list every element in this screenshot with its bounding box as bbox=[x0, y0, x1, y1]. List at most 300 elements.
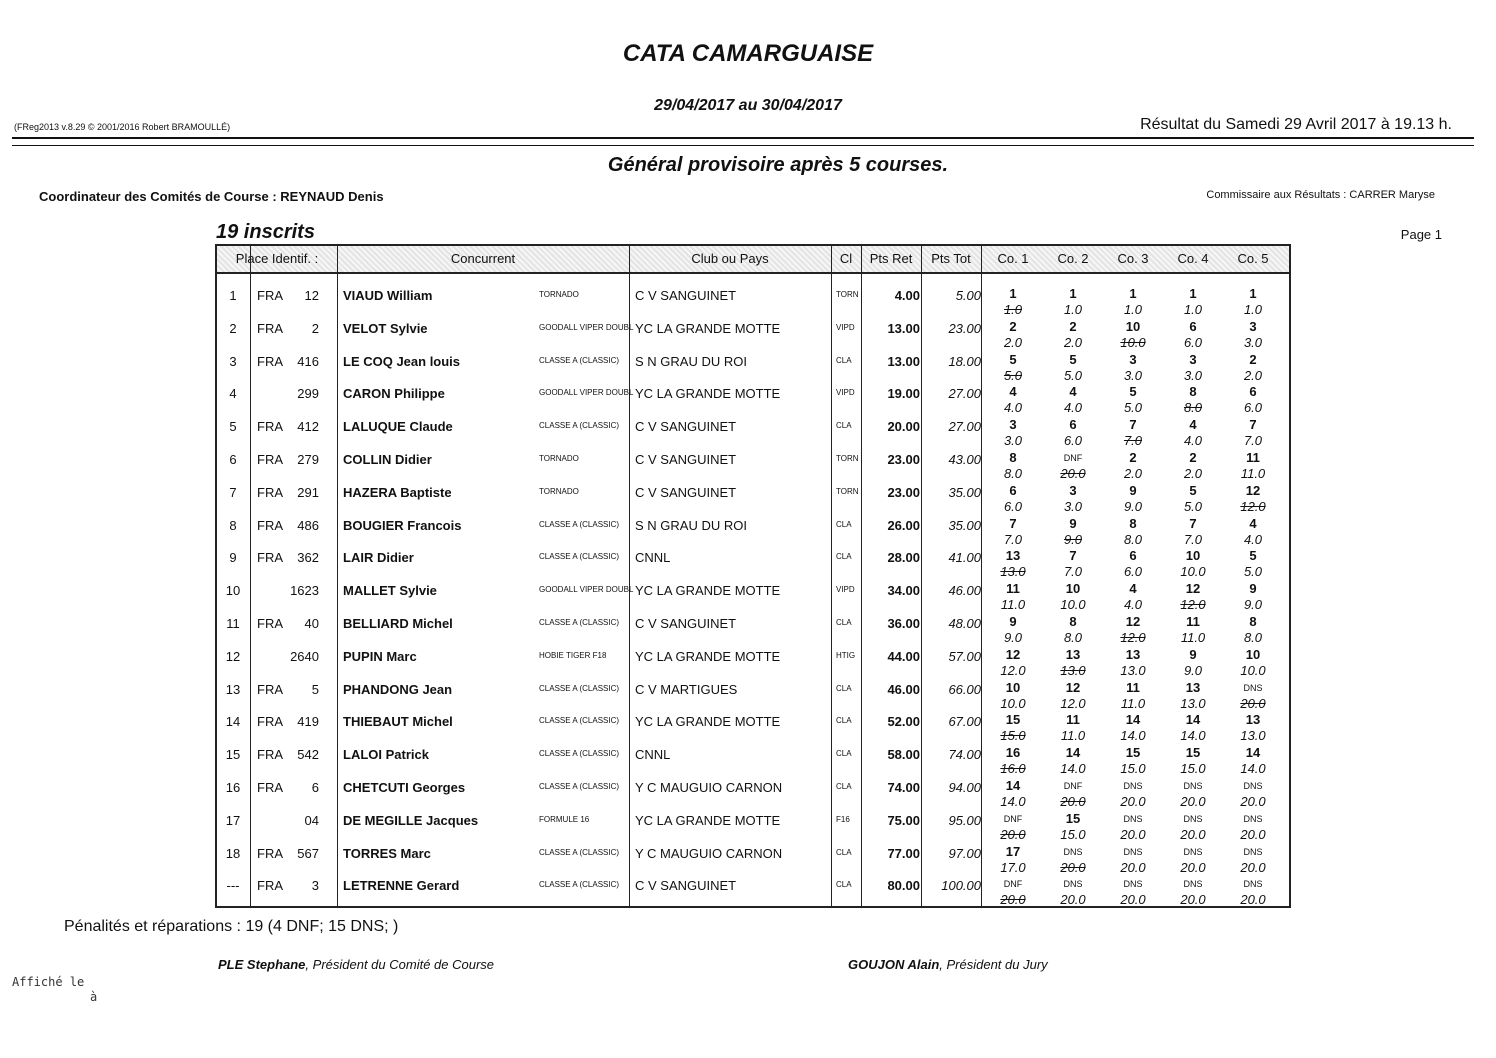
boat-class-cell: GOODALL VIPER DOUBL bbox=[539, 585, 634, 595]
race-points-discarded: 20.0 bbox=[1060, 794, 1086, 809]
event-dates: 29/04/2017 au 30/04/2017 bbox=[654, 97, 842, 114]
place-cell: 3 bbox=[229, 353, 237, 369]
points-retained-cell: 23.00 bbox=[887, 452, 920, 467]
points-total-cell: 94.00 bbox=[948, 780, 981, 795]
race-points-discarded: 10.0 bbox=[1120, 334, 1146, 350]
points-total-cell: 35.00 bbox=[948, 517, 981, 533]
race-rank: 10 bbox=[1125, 318, 1141, 334]
boat-class-cell: CLASSE A (CLASSIC) bbox=[539, 749, 620, 759]
competitor-name-cell: CARON Philippe bbox=[343, 386, 445, 402]
points-retained-cell: 4.00 bbox=[894, 288, 920, 303]
race-rank: 12 bbox=[1125, 614, 1141, 629]
race-points: 1.0 bbox=[1063, 302, 1083, 317]
points-retained-cell: 44.00 bbox=[887, 648, 920, 664]
race-rank: 2 bbox=[1009, 318, 1017, 334]
class-code-cell: VIPD bbox=[836, 585, 855, 595]
class-code-cell: CLA bbox=[836, 782, 852, 791]
race-points: 20.0 bbox=[1120, 794, 1146, 809]
race-rank: 11 bbox=[1246, 450, 1260, 465]
race-rank: 14 bbox=[1125, 712, 1141, 728]
race-points: 20.0 bbox=[1240, 826, 1266, 842]
race-points: 7.0 bbox=[1063, 564, 1083, 580]
place-cell: 18 bbox=[225, 845, 241, 861]
race-points: 20.0 bbox=[1240, 859, 1266, 875]
table-row bbox=[217, 411, 1293, 449]
race-points: 15.0 bbox=[1120, 761, 1146, 777]
sail-number-cell: 40 bbox=[304, 616, 319, 631]
standings-subtitle: Général provisoire après 5 courses. bbox=[607, 154, 949, 176]
race-rank: DNF bbox=[1063, 453, 1083, 463]
points-retained-cell: 58.00 bbox=[887, 747, 920, 763]
race-rank: 6 bbox=[1249, 384, 1257, 400]
place-cell: 9 bbox=[229, 550, 237, 566]
competitor-name-cell: LE COQ Jean louis bbox=[343, 353, 461, 369]
place-cell: 6 bbox=[229, 452, 237, 467]
place-cell: 11 bbox=[226, 616, 240, 631]
race-rank: 3 bbox=[1009, 417, 1017, 433]
sail-number-cell: 12 bbox=[304, 288, 319, 303]
race-rank: 15 bbox=[1125, 745, 1141, 761]
race-rank: 1 bbox=[1249, 286, 1257, 301]
race-points: 8.0 bbox=[1003, 466, 1023, 481]
race-rank: DNS bbox=[1183, 813, 1203, 824]
race-points: 5.0 bbox=[1123, 400, 1143, 416]
race-rank: 3 bbox=[1129, 351, 1137, 367]
class-code-cell: CLA bbox=[836, 519, 852, 529]
class-code-cell: CLA bbox=[836, 847, 852, 857]
race-rank: 9 bbox=[1129, 482, 1137, 498]
race-points: 10.0 bbox=[1000, 695, 1026, 711]
place-cell: 10 bbox=[225, 583, 241, 599]
result-timestamp: Résultat du Samedi 29 Avril 2017 à 19.13 h. bbox=[1140, 116, 1452, 133]
race-rank: DNS bbox=[1123, 813, 1143, 824]
posted-at-label: à bbox=[90, 990, 98, 1004]
race-rank: 11 bbox=[1066, 712, 1080, 728]
header-divider bbox=[12, 137, 1474, 139]
place-cell: 2 bbox=[229, 320, 237, 336]
race-rank: 8 bbox=[1249, 614, 1257, 629]
place-cell: 17 bbox=[225, 812, 241, 828]
table-header bbox=[217, 246, 1289, 274]
competitor-name-cell: PHANDONG Jean bbox=[343, 681, 453, 697]
race-points: 3.0 bbox=[1183, 367, 1203, 383]
race-points: 11.0 bbox=[1180, 630, 1206, 645]
document-title: CATA CAMARGUAISE bbox=[622, 40, 874, 67]
sail-number-cell: 279 bbox=[297, 452, 319, 467]
header-race-4: Co. 4 bbox=[1177, 251, 1209, 266]
points-total-cell: 18.00 bbox=[948, 353, 981, 369]
race-points-discarded: 12.0 bbox=[1180, 597, 1206, 613]
race-points: 20.0 bbox=[1180, 859, 1206, 875]
race-rank: 4 bbox=[1189, 417, 1197, 433]
boat-class-cell: CLASSE A (CLASSIC) bbox=[539, 782, 620, 791]
coordinator: Coordinateur des Comités de Course : REYNAUD Denis bbox=[39, 189, 384, 204]
boat-class-cell: GOODALL VIPER DOUBL bbox=[539, 388, 634, 398]
race-rank: 2 bbox=[1069, 318, 1077, 334]
club-cell: S N GRAU DU ROI bbox=[635, 353, 747, 369]
points-total-cell: 23.00 bbox=[948, 320, 981, 336]
race-points: 2.0 bbox=[1063, 334, 1083, 350]
race-points-discarded: 20.0 bbox=[1240, 695, 1266, 711]
race-rank: 7 bbox=[1189, 515, 1197, 531]
nation-cell: FRA bbox=[257, 780, 283, 795]
nation-cell: FRA bbox=[257, 616, 283, 631]
race-rank: 5 bbox=[1129, 384, 1137, 400]
points-retained-cell: 77.00 bbox=[887, 845, 920, 861]
sail-number-cell: 6 bbox=[311, 780, 319, 795]
race-rank: DNF bbox=[1003, 879, 1023, 890]
race-points-discarded: 5.0 bbox=[1003, 367, 1023, 383]
sail-number-cell: 416 bbox=[297, 353, 319, 369]
race-rank: 9 bbox=[1069, 515, 1077, 531]
competitor-name-cell: HAZERA Baptiste bbox=[343, 484, 452, 500]
club-cell: YC LA GRANDE MOTTE bbox=[635, 714, 781, 730]
boat-class-cell: CLASSE A (CLASSIC) bbox=[539, 519, 620, 529]
race-points: 5.0 bbox=[1063, 367, 1083, 383]
race-points: 9.0 bbox=[1123, 498, 1143, 514]
race-points: 8.0 bbox=[1063, 630, 1083, 645]
race-points-discarded: 13.0 bbox=[1060, 662, 1086, 678]
class-code-cell: TORN bbox=[836, 454, 859, 463]
boat-class-cell: TORNADO bbox=[539, 454, 579, 463]
race-points: 7.0 bbox=[1003, 531, 1023, 547]
race-points-discarded: 9.0 bbox=[1063, 531, 1083, 547]
place-cell: 13 bbox=[225, 681, 241, 697]
race-points-discarded: 16.0 bbox=[1000, 761, 1026, 777]
race-points: 1.0 bbox=[1123, 302, 1143, 317]
nation-cell: FRA bbox=[257, 845, 283, 861]
boat-class-cell: TORNADO bbox=[539, 290, 579, 299]
points-total-cell: 97.00 bbox=[948, 845, 981, 861]
software-credit: (FReg2013 v.8.29 © 2001/2016 Robert BRAMOULLÉ) bbox=[14, 122, 231, 132]
competitor-name-cell: VELOT Sylvie bbox=[343, 320, 428, 336]
table-row bbox=[217, 280, 1293, 317]
points-total-cell: 57.00 bbox=[948, 648, 981, 664]
boat-class-cell: CLASSE A (CLASSIC) bbox=[539, 421, 620, 431]
race-rank: 3 bbox=[1249, 318, 1257, 334]
race-points: 15.0 bbox=[1180, 761, 1206, 777]
race-rank: 6 bbox=[1129, 548, 1137, 564]
place-cell: 5 bbox=[229, 419, 237, 435]
nation-cell: FRA bbox=[257, 484, 283, 500]
points-retained-cell: 23.00 bbox=[887, 484, 920, 500]
race-rank: 10 bbox=[1005, 679, 1021, 695]
header-cl: Cl bbox=[839, 251, 853, 266]
points-total-cell: 5.00 bbox=[955, 288, 981, 303]
points-retained-cell: 46.00 bbox=[887, 681, 920, 697]
race-rank: 5 bbox=[1009, 351, 1017, 367]
sail-number-cell: 2640 bbox=[290, 648, 319, 664]
class-code-cell: VIPD bbox=[836, 388, 855, 398]
points-retained-cell: 26.00 bbox=[887, 517, 920, 533]
race-rank: 2 bbox=[1249, 351, 1257, 367]
points-total-cell: 67.00 bbox=[948, 714, 981, 730]
race-rank: 9 bbox=[1189, 646, 1197, 662]
race-points: 13.0 bbox=[1180, 695, 1206, 711]
race-points-discarded: 13.0 bbox=[1000, 564, 1026, 580]
race-points: 14.0 bbox=[1060, 761, 1086, 777]
points-retained-cell: 20.00 bbox=[887, 419, 920, 435]
race-points-discarded: 12.0 bbox=[1240, 498, 1266, 514]
class-code-cell: F16 bbox=[836, 814, 850, 824]
race-points: 3.0 bbox=[1003, 433, 1023, 449]
points-total-cell: 46.00 bbox=[948, 583, 981, 599]
table-row bbox=[217, 739, 1293, 777]
club-cell: YC LA GRANDE MOTTE bbox=[635, 583, 781, 599]
header-divider-thin bbox=[12, 145, 1474, 146]
nation-cell: FRA bbox=[257, 517, 283, 533]
race-points: 12.0 bbox=[1000, 662, 1026, 678]
competitor-name-cell: COLLIN Didier bbox=[343, 452, 432, 467]
race-points: 8.0 bbox=[1243, 630, 1263, 645]
race-rank: 12 bbox=[1185, 581, 1201, 597]
president-course-name: PLE Stephane bbox=[218, 957, 306, 972]
boat-class-cell: HOBIE TIGER F18 bbox=[539, 650, 607, 660]
competitor-name-cell: LETRENNE Gerard bbox=[343, 878, 460, 894]
competitor-name-cell: LAIR Didier bbox=[343, 550, 414, 566]
race-points-discarded: 1.0 bbox=[1003, 302, 1023, 317]
race-points: 11.0 bbox=[1240, 466, 1266, 481]
class-code-cell: CLA bbox=[836, 552, 852, 562]
boat-class-cell: CLASSE A (CLASSIC) bbox=[539, 355, 620, 365]
race-points: 4.0 bbox=[1123, 597, 1143, 613]
race-points: 2.0 bbox=[1003, 334, 1023, 350]
sail-number-cell: 412 bbox=[297, 419, 319, 435]
place-cell: 12 bbox=[225, 648, 241, 664]
race-rank: 13 bbox=[1245, 712, 1261, 728]
points-retained-cell: 36.00 bbox=[887, 616, 920, 631]
race-points: 20.0 bbox=[1180, 892, 1206, 908]
table-row bbox=[217, 805, 1293, 842]
club-cell: C V SANGUINET bbox=[635, 419, 737, 435]
race-rank: DNS bbox=[1243, 682, 1263, 693]
club-cell: YC LA GRANDE MOTTE bbox=[635, 320, 781, 336]
race-points: 20.0 bbox=[1180, 794, 1206, 809]
class-code-cell: CLA bbox=[836, 880, 852, 890]
race-rank: 8 bbox=[1009, 450, 1017, 465]
sail-number-cell: 486 bbox=[297, 517, 319, 533]
race-points: 17.0 bbox=[1000, 859, 1026, 875]
race-points-discarded: 12.0 bbox=[1120, 630, 1146, 645]
race-points: 9.0 bbox=[1003, 630, 1023, 645]
club-cell: CNNL bbox=[635, 550, 671, 566]
race-rank: 2 bbox=[1129, 450, 1137, 465]
header-pts-ret: Pts Ret bbox=[869, 251, 913, 266]
competitor-name-cell: LALOI Patrick bbox=[343, 747, 429, 763]
nation-cell: FRA bbox=[257, 452, 283, 467]
points-retained-cell: 13.00 bbox=[887, 320, 920, 336]
race-rank: 13 bbox=[1065, 646, 1081, 662]
sail-number-cell: 542 bbox=[297, 747, 319, 763]
race-points: 6.0 bbox=[1003, 498, 1023, 514]
race-rank: 7 bbox=[1009, 515, 1017, 531]
entries-count: 19 inscrits bbox=[216, 221, 315, 243]
class-code-cell: TORN bbox=[836, 486, 859, 496]
race-rank: DNS bbox=[1243, 781, 1263, 791]
president-jury-signature bbox=[848, 957, 1048, 972]
race-points: 2.0 bbox=[1123, 466, 1143, 481]
race-rank: 13 bbox=[1185, 679, 1201, 695]
race-points: 5.0 bbox=[1243, 564, 1263, 580]
table-row bbox=[217, 870, 1293, 908]
president-jury-name: GOUJON Alain bbox=[848, 957, 940, 972]
race-rank: DNS bbox=[1183, 781, 1203, 791]
race-rank: DNS bbox=[1243, 813, 1263, 824]
president-jury-role: , Président du Jury bbox=[939, 957, 1048, 972]
club-cell: C V SANGUINET bbox=[635, 484, 737, 500]
table-row bbox=[217, 706, 1293, 744]
race-rank: 9 bbox=[1009, 614, 1017, 629]
header-race-1: Co. 1 bbox=[997, 251, 1029, 266]
points-total-cell: 48.00 bbox=[948, 616, 981, 631]
race-points-discarded: 20.0 bbox=[1060, 466, 1086, 481]
race-points: 13.0 bbox=[1120, 662, 1146, 678]
points-total-cell: 100.00 bbox=[941, 878, 981, 894]
race-rank: DNS bbox=[1123, 781, 1143, 791]
race-points: 20.0 bbox=[1060, 892, 1086, 908]
nation-cell: FRA bbox=[257, 353, 283, 369]
nation-cell: FRA bbox=[257, 714, 283, 730]
club-cell: C V SANGUINET bbox=[635, 878, 737, 894]
points-retained-cell: 34.00 bbox=[887, 583, 920, 599]
race-rank: 11 bbox=[1186, 614, 1200, 629]
class-code-cell: CLA bbox=[836, 355, 852, 365]
points-retained-cell: 80.00 bbox=[887, 878, 920, 894]
points-total-cell: 41.00 bbox=[948, 550, 981, 566]
class-code-cell: HTIG bbox=[836, 650, 856, 660]
table-row bbox=[217, 674, 1293, 711]
race-points: 10.0 bbox=[1060, 597, 1086, 613]
header-pts-tot: Pts Tot bbox=[931, 251, 971, 266]
race-points: 11.0 bbox=[1000, 597, 1026, 613]
race-rank: 5 bbox=[1069, 351, 1077, 367]
class-code-cell: TORN bbox=[836, 290, 859, 299]
race-points: 5.0 bbox=[1183, 498, 1203, 514]
race-rank: 12 bbox=[1005, 646, 1021, 662]
race-rank: 4 bbox=[1069, 384, 1077, 400]
race-points: 10.0 bbox=[1240, 662, 1266, 678]
commissaire: Commissaire aux Résultats : CARRER Maryse bbox=[1206, 189, 1435, 201]
club-cell: C V SANGUINET bbox=[635, 288, 737, 303]
race-rank: 14 bbox=[1065, 745, 1081, 761]
points-total-cell: 27.00 bbox=[948, 419, 981, 435]
club-cell: C V MARTIGUES bbox=[635, 681, 738, 697]
points-total-cell: 27.00 bbox=[948, 386, 981, 402]
race-points-discarded: 20.0 bbox=[1000, 826, 1026, 842]
race-points: 6.0 bbox=[1123, 564, 1143, 580]
race-rank: 11 bbox=[1126, 679, 1140, 695]
penalties-summary: Pénalités et réparations : 19 (4 DNF; 15 DNS; ) bbox=[64, 918, 399, 935]
competitor-name-cell: PUPIN Marc bbox=[343, 648, 417, 664]
race-points: 13.0 bbox=[1240, 728, 1266, 744]
place-cell: 16 bbox=[225, 780, 241, 795]
race-rank: 15 bbox=[1065, 810, 1081, 826]
race-rank: 6 bbox=[1009, 482, 1017, 498]
race-points: 9.0 bbox=[1183, 662, 1203, 678]
race-points: 7.0 bbox=[1243, 433, 1263, 449]
competitor-name-cell: CHETCUTI Georges bbox=[343, 780, 466, 795]
points-retained-cell: 28.00 bbox=[887, 550, 920, 566]
race-points: 4.0 bbox=[1003, 400, 1023, 416]
race-rank: 3 bbox=[1069, 482, 1077, 498]
table-row bbox=[217, 772, 1293, 809]
race-rank: 6 bbox=[1069, 417, 1077, 433]
table-row bbox=[217, 510, 1293, 547]
table-row bbox=[217, 346, 1293, 383]
race-rank: 10 bbox=[1065, 581, 1081, 597]
race-points: 4.0 bbox=[1063, 400, 1083, 416]
race-rank: 8 bbox=[1069, 614, 1077, 629]
race-rank: 5 bbox=[1249, 548, 1257, 564]
race-rank: 9 bbox=[1249, 581, 1257, 597]
competitor-name-cell: DE MEGILLE Jacques bbox=[343, 812, 479, 828]
race-points: 1.0 bbox=[1183, 302, 1203, 317]
race-rank: DNS bbox=[1183, 846, 1203, 857]
sail-number-cell: 299 bbox=[297, 386, 319, 402]
place-cell: 15 bbox=[225, 747, 241, 763]
table-row bbox=[217, 444, 1293, 481]
table-row bbox=[217, 542, 1293, 580]
place-cell: 1 bbox=[229, 288, 237, 303]
place-cell: 7 bbox=[229, 484, 237, 500]
page-number: Page 1 bbox=[1400, 227, 1442, 242]
nation-cell: FRA bbox=[257, 747, 283, 763]
club-cell: S N GRAU DU ROI bbox=[635, 517, 747, 533]
race-rank: 7 bbox=[1129, 417, 1137, 433]
race-rank: 14 bbox=[1185, 712, 1201, 728]
points-total-cell: 95.00 bbox=[948, 812, 981, 828]
sail-number-cell: 2 bbox=[311, 320, 319, 336]
race-rank: 7 bbox=[1069, 548, 1077, 564]
race-rank: 1 bbox=[1189, 286, 1197, 301]
table-row bbox=[217, 641, 1293, 678]
race-points: 6.0 bbox=[1243, 400, 1263, 416]
class-code-cell: CLA bbox=[836, 683, 852, 693]
race-rank: 2 bbox=[1189, 450, 1197, 465]
sail-number-cell: 04 bbox=[304, 812, 319, 828]
race-rank: 14 bbox=[1245, 745, 1261, 761]
race-rank: 8 bbox=[1129, 515, 1137, 531]
place-cell: 14 bbox=[225, 714, 241, 730]
points-retained-cell: 52.00 bbox=[887, 714, 920, 730]
race-points-discarded: 15.0 bbox=[1000, 728, 1026, 744]
boat-class-cell: CLASSE A (CLASSIC) bbox=[539, 716, 620, 726]
race-points: 20.0 bbox=[1240, 892, 1266, 908]
competitor-name-cell: MALLET Sylvie bbox=[343, 583, 437, 599]
race-rank: DNS bbox=[1243, 879, 1263, 890]
nation-cell: FRA bbox=[257, 288, 283, 303]
boat-class-cell: CLASSE A (CLASSIC) bbox=[539, 618, 620, 627]
race-points-discarded: 7.0 bbox=[1123, 433, 1143, 449]
race-rank: 10 bbox=[1245, 646, 1261, 662]
boat-class-cell: CLASSE A (CLASSIC) bbox=[539, 552, 620, 562]
race-rank: 6 bbox=[1189, 318, 1197, 334]
table-row bbox=[217, 575, 1293, 613]
header-race-3: Co. 3 bbox=[1117, 251, 1149, 266]
sail-number-cell: 1623 bbox=[290, 583, 319, 599]
points-total-cell: 43.00 bbox=[948, 452, 981, 467]
race-points: 2.0 bbox=[1183, 466, 1203, 481]
race-rank: 10 bbox=[1185, 548, 1201, 564]
race-points-discarded: 8.0 bbox=[1183, 400, 1203, 416]
sail-number-cell: 3 bbox=[311, 878, 319, 894]
race-points: 20.0 bbox=[1120, 826, 1146, 842]
points-retained-cell: 19.00 bbox=[887, 386, 920, 402]
race-points: 20.0 bbox=[1120, 892, 1146, 908]
race-points: 2.0 bbox=[1243, 367, 1263, 383]
race-points: 14.0 bbox=[1120, 728, 1146, 744]
table-row bbox=[217, 838, 1293, 875]
